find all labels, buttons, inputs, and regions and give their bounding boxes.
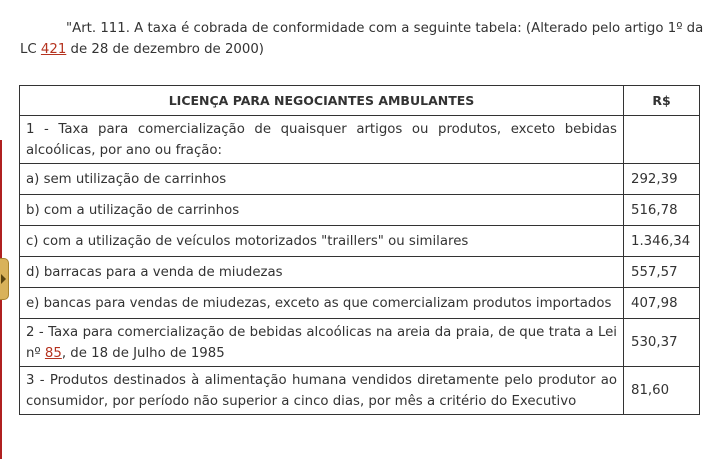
row-description: c) com a utilização de veículos motorizados "traillers" ou similares [20,226,624,257]
row-description: 3 - Produtos destinados à alimentação humana vendidos diretamente pelo produtor ao consumidor, por período não superior a cinco dias, por mês a critério do Executivo [20,367,624,415]
column-header-description: LICENÇA PARA NEGOCIANTES AMBULANTES [20,86,624,116]
caret-right-icon [1,274,6,284]
lc-421-link[interactable]: 421 [40,42,67,57]
row-description [20,319,624,367]
row-value: 292,39 [624,164,700,195]
article-intro [20,18,710,60]
row-description: a) sem utilização de carrinhos [20,164,624,195]
row-description-text: 2 - Taxa para comercialização de bebidas alcoólicas na areia da praia, de que trata a Lei nº [26,324,617,361]
row-value: 516,78 [624,195,700,226]
row-value [624,116,700,164]
table-row [20,226,700,257]
table-row [20,195,700,226]
row-description: b) com a utilização de carrinhos [20,195,624,226]
lei-85-link[interactable]: 85 [44,345,62,361]
table-row [20,319,700,367]
table-row [20,164,700,195]
table-row [20,257,700,288]
row-value: 81,60 [624,367,700,415]
fee-table [19,85,700,415]
row-value: 557,57 [624,257,700,288]
table-row [20,367,700,415]
row-value: 1.346,34 [624,226,700,257]
table-header-row [20,86,700,116]
table-row [20,116,700,164]
row-description: e) bancas para vendas de miudezas, exceto as que comercializam produtos importados [20,288,624,319]
row-value: 530,37 [624,319,700,367]
row-description-tail: , de 18 de Julho de 1985 [61,345,225,361]
side-panel-toggle[interactable] [0,258,9,300]
intro-text-tail: de 28 de dezembro de 2000) [66,42,264,57]
row-description: 1 - Taxa para comercialização de quaisquer artigos ou produtos, exceto bebidas alcoólicas, por ano ou fração: [20,116,624,164]
row-value: 407,98 [624,288,700,319]
row-description: d) barracas para a venda de miudezas [20,257,624,288]
column-header-value: R$ [624,86,700,116]
intro-text: "Art. 111. A taxa é cobrada de conformidade com a seguinte tabela: (Alterado pelo artigo 1º da LC [20,21,704,57]
table-row [20,288,700,319]
